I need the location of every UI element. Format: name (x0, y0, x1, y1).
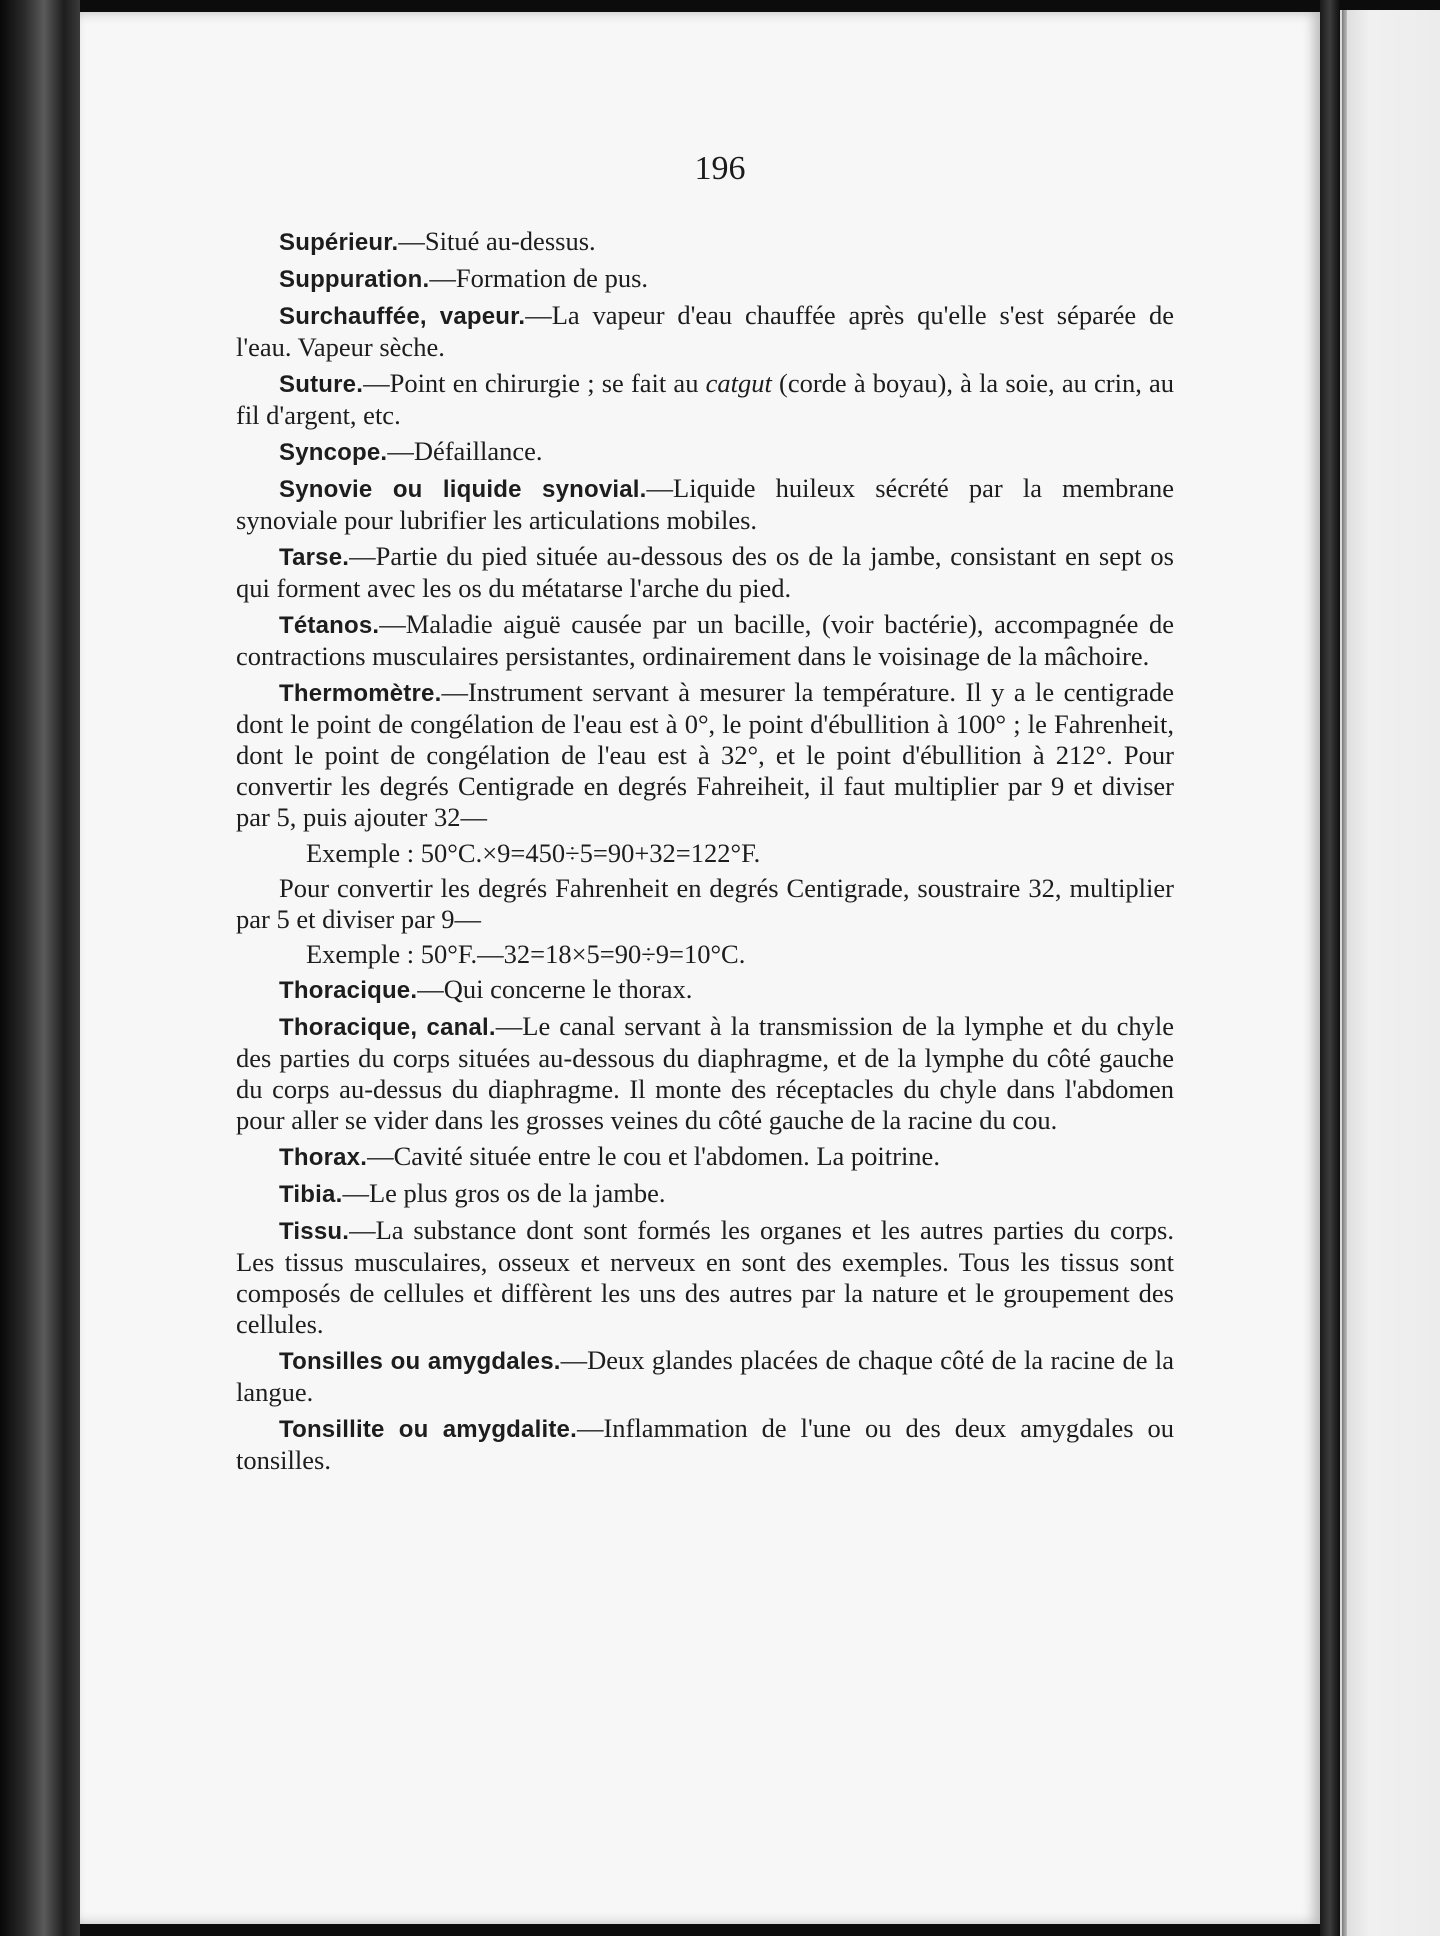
glossary-entry-thermometre (236, 677, 1174, 833)
entry-definition: —Liquide huileux sécrété par la membrane synoviale pour lubrifier les articulations mobiles. (236, 473, 1174, 535)
entry-definition: —Le canal servant à la transmission de la lymphe et du chyle des parties du corps situées au-dessous du diaphragme, et de la lymphe du côté gauche du corps au-dessus du diaphragme. Il monte des réceptacles du chyle dans l'abdomen pour aller se vider dans les grosses veines du côté gauche de la racine du cou. (236, 1011, 1174, 1135)
book-left-edge (0, 0, 80, 1936)
entry-definition: —Le plus gros os de la jambe. (342, 1178, 666, 1208)
book-gutter (1320, 0, 1340, 1936)
page-number: 196 (694, 150, 746, 187)
thermometre-example-celsius: Exemple : 50°C.×9=450÷5=90+32=122°F. (306, 838, 761, 868)
entry-term: Tétanos. (279, 612, 380, 639)
glossary-entry-thoracique-canal (236, 1011, 1174, 1136)
entry-definition: —Qui concerne le thorax. (417, 974, 693, 1004)
glossary-entry-superieur (236, 226, 1174, 258)
entry-term: Synovie ou liquide synovial. (279, 476, 647, 503)
glossary-entry-tibia (236, 1178, 1174, 1210)
glossary-entry-surchauffee (236, 300, 1174, 363)
glossary-entry-syncope (236, 436, 1174, 468)
entry-definition: —Deux glandes placées de chaque côté de la racine de la langue. (236, 1345, 1174, 1407)
entry-definition: —Défaillance. (387, 436, 543, 466)
glossary-entry-synovie (236, 473, 1174, 536)
entry-definition: —Cavité située entre le cou et l'abdomen. La poitrine. (367, 1141, 940, 1171)
entry-term: Tissu. (279, 1218, 350, 1245)
entry-definition-start: —Point en chirurgie ; se fait au (363, 368, 706, 398)
glossary-entry-tarse (236, 541, 1174, 604)
entry-definition: —Instrument servant à mesurer la température. Il y a le centigrade dont le point de congélation de l'eau est à 0°, le point d'ébullition à 100° ; le Fahrenheit, dont le point de congélation de l'eau est à 32°, et le point d'ébullition à 212°. Pour convertir les degrés Centigrade en degrés Fahreiheit, il faut multiplier par 9 et diviser par 5, puis ajouter 32— (236, 677, 1174, 832)
glossary-entry-suppuration (236, 263, 1174, 295)
glossary-entry-suture (236, 368, 1174, 431)
glossary-entry-tissu (236, 1215, 1174, 1340)
entry-definition: —Inflammation de l'une ou des deux amygdales ou tonsilles. (236, 1413, 1175, 1475)
glossary-content (236, 226, 1174, 1481)
entry-term: Thoracique, canal. (279, 1014, 496, 1041)
glossary-entry-tonsillite (236, 1413, 1174, 1476)
glossary-entry-tetanos (236, 609, 1174, 672)
entry-definition-end: (corde à boyau), à la soie, au crin, au fil d'argent, etc. (236, 368, 1174, 430)
entry-term: Suture. (279, 371, 364, 398)
entry-term: Tibia. (279, 1181, 343, 1208)
thermometre-paragraph-fahrenheit: Pour convertir les degrés Fahrenheit en degrés Centigrade, soustraire 32, multiplier par 5 et diviser par 9— (236, 873, 1174, 934)
entry-term: Tonsillite ou amygdalite. (279, 1416, 577, 1443)
entry-term: Thorax. (279, 1144, 368, 1171)
glossary-entry-tonsilles (236, 1345, 1174, 1408)
entry-term: Syncope. (279, 439, 388, 466)
entry-definition: —Partie du pied située au-dessous des os de la jambe, consistant en sept os qui forment avec les os du métatarse l'arche du pied. (236, 541, 1174, 603)
entry-term: Thermomètre. (279, 680, 442, 707)
entry-definition-italic: catgut (705, 368, 772, 398)
glossary-entry-thorax (236, 1141, 1174, 1173)
entry-term: Tarse. (279, 544, 350, 571)
entry-definition: —Situé au-dessus. (398, 226, 596, 256)
entry-definition: —La substance dont sont formés les organes et les autres parties du corps. Les tissus musculaires, osseux et nerveux en sont des exemples. Tous les tissus sont composés de cellules et diffèrent les uns des autres par la nature et le groupement des cellules. (236, 1215, 1174, 1339)
glossary-entry-thoracique (236, 974, 1174, 1006)
entry-definition: —La vapeur d'eau chauffée après qu'elle s'est séparée de l'eau. Vapeur sèche. (236, 300, 1174, 362)
entry-definition: —Formation de pus. (429, 263, 649, 293)
entry-term: Surchauffée, vapeur. (279, 303, 526, 330)
entry-term: Thoracique. (279, 977, 418, 1004)
thermometre-example-fahrenheit: Exemple : 50°F.—32=18×5=90÷9=10°C. (306, 939, 746, 969)
entry-definition: —Maladie aiguë causée par un bacille, (voir bactérie), accompagnée de contractions musculaires persistantes, ordinairement dans le voisinage de la mâchoire. (236, 609, 1174, 671)
entry-term: Suppuration. (279, 266, 430, 293)
entry-term: Tonsilles ou amygdales. (279, 1348, 561, 1375)
next-page-edge (1340, 10, 1440, 1936)
entry-term: Supérieur. (279, 229, 399, 256)
